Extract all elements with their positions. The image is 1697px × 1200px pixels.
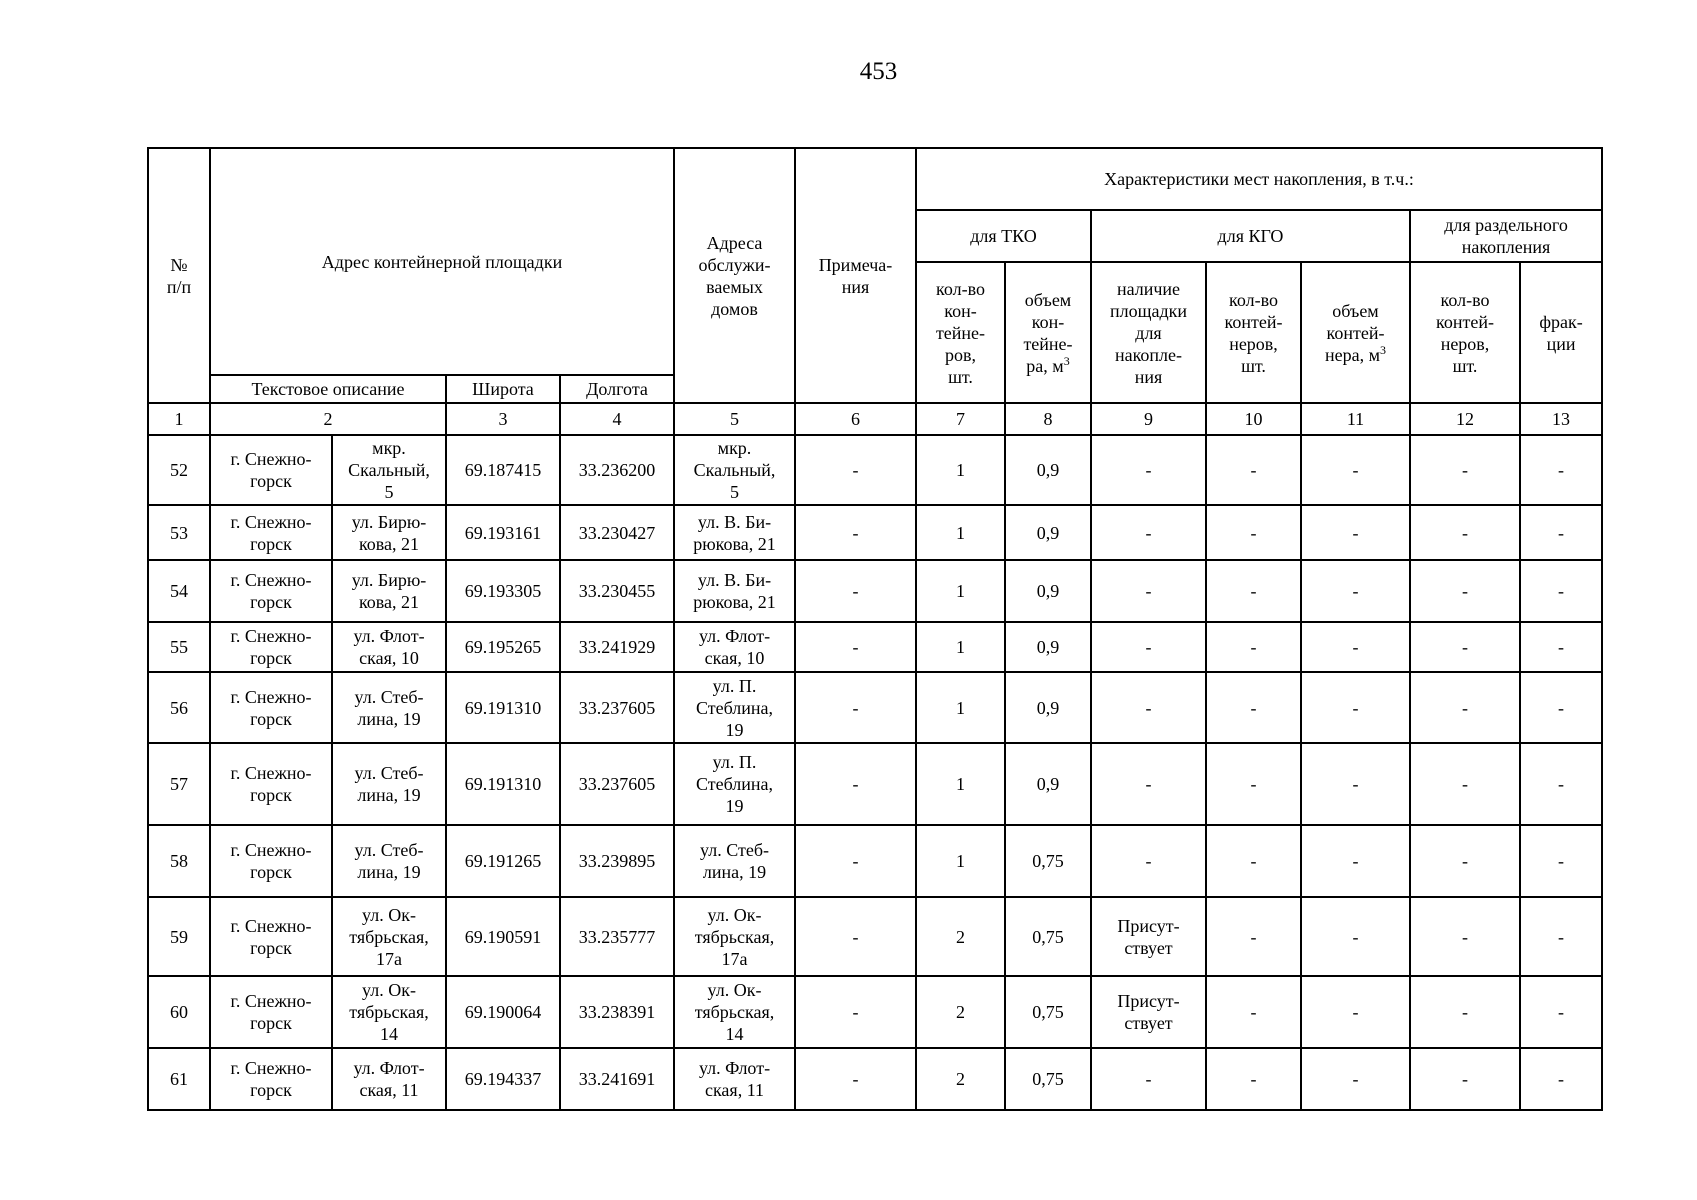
served-houses-cell: ул. Флот- ская, 10 [674,622,795,672]
kgo-presence-cell: - [1091,1048,1206,1110]
city-cell: г. Снежно- горск [210,435,332,505]
header-kgo-presence: наличие площадки для накопле- ния [1091,262,1206,403]
street-cell: ул. Бирю- кова, 21 [332,560,446,622]
row-number: 54 [148,560,210,622]
header-longitude: Долгота [560,375,674,403]
tko-volume-cell: 0,75 [1005,1048,1091,1110]
colnum: 8 [1005,403,1091,435]
header-kgo-count: кол-во контей- неров, шт. [1206,262,1301,403]
kgo-presence-cell: Присут- ствует [1091,897,1206,976]
container-sites-table [147,147,1603,1111]
kgo-count-cell: - [1206,976,1301,1048]
header-text-description: Текстовое описание [210,375,446,403]
notes-cell: - [795,435,916,505]
sep-fractions-cell: - [1520,435,1602,505]
served-houses-cell: ул. Флот- ская, 11 [674,1048,795,1110]
notes-cell: - [795,976,916,1048]
table-row [148,672,1602,743]
latitude-cell: 69.195265 [446,622,560,672]
sep-fractions-cell: - [1520,976,1602,1048]
sep-fractions-cell: - [1520,825,1602,897]
header-served-houses: Адреса обслужи- ваемых домов [674,148,795,403]
table-row [148,622,1602,672]
kgo-volume-cell: - [1301,743,1410,825]
sep-count-cell: - [1410,1048,1520,1110]
longitude-cell: 33.230455 [560,560,674,622]
notes-cell: - [795,743,916,825]
colnum: 12 [1410,403,1520,435]
latitude-cell: 69.193161 [446,505,560,560]
kgo-presence-cell: - [1091,435,1206,505]
colnum: 11 [1301,403,1410,435]
header-separate: для раздельного накопления [1410,210,1602,262]
kgo-presence-cell: - [1091,622,1206,672]
header-notes: Примеча- ния [795,148,916,403]
column-number-row [148,403,1602,435]
longitude-cell: 33.241929 [560,622,674,672]
header-address: Адрес контейнерной площадки [210,148,674,375]
tko-volume-cell: 0,9 [1005,672,1091,743]
kgo-presence-cell: - [1091,505,1206,560]
row-number: 59 [148,897,210,976]
colnum: 7 [916,403,1005,435]
tko-volume-cell: 0,75 [1005,825,1091,897]
kgo-presence-cell: - [1091,825,1206,897]
kgo-volume-cell: - [1301,505,1410,560]
kgo-count-cell: - [1206,560,1301,622]
kgo-presence-cell: - [1091,672,1206,743]
table-row [148,743,1602,825]
longitude-cell: 33.239895 [560,825,674,897]
colnum: 2 [210,403,446,435]
street-cell: ул. Ок- тябрьская, 14 [332,976,446,1048]
table-row [148,1048,1602,1110]
sep-count-cell: - [1410,976,1520,1048]
tko-volume-cell: 0,9 [1005,435,1091,505]
row-number: 57 [148,743,210,825]
header-characteristics: Характеристики мест накопления, в т.ч.: [916,148,1602,210]
kgo-volume-cell: - [1301,560,1410,622]
longitude-cell: 33.230427 [560,505,674,560]
street-cell: ул. Флот- ская, 10 [332,622,446,672]
row-number: 61 [148,1048,210,1110]
served-houses-cell: ул. Стеб- лина, 19 [674,825,795,897]
served-houses-cell: ул. П. Стеблина, 19 [674,672,795,743]
row-number: 52 [148,435,210,505]
city-cell: г. Снежно- горск [210,897,332,976]
served-houses-cell: мкр. Скальный, 5 [674,435,795,505]
sep-count-cell: - [1410,505,1520,560]
table-row [148,825,1602,897]
city-cell: г. Снежно- горск [210,672,332,743]
longitude-cell: 33.237605 [560,743,674,825]
longitude-cell: 33.236200 [560,435,674,505]
sep-count-cell: - [1410,672,1520,743]
header-kgo-volume: объем контей- нера, $м^3$ [1301,262,1410,403]
served-houses-cell: ул. Ок- тябрьская, 14 [674,976,795,1048]
latitude-cell: 69.190064 [446,976,560,1048]
kgo-count-cell: - [1206,897,1301,976]
tko-count-cell: 2 [916,1048,1005,1110]
colnum: 10 [1206,403,1301,435]
latitude-cell: 69.193305 [446,560,560,622]
tko-count-cell: 1 [916,825,1005,897]
header-sep-fractions: фрак- ции [1520,262,1602,403]
header-tko-count: кол-во кон- тейне- ров, шт. [916,262,1005,403]
sep-count-cell: - [1410,743,1520,825]
tko-count-cell: 2 [916,897,1005,976]
row-number: 58 [148,825,210,897]
sep-count-cell: - [1410,560,1520,622]
kgo-count-cell: - [1206,505,1301,560]
row-number: 56 [148,672,210,743]
tko-count-cell: 1 [916,743,1005,825]
header-tko: для ТКО [916,210,1091,262]
kgo-volume-cell: - [1301,976,1410,1048]
tko-count-cell: 1 [916,672,1005,743]
row-number: 53 [148,505,210,560]
kgo-presence-cell: - [1091,743,1206,825]
colnum: 3 [446,403,560,435]
tko-volume-cell: 0,75 [1005,897,1091,976]
sep-fractions-cell: - [1520,672,1602,743]
tko-volume-cell: 0,9 [1005,622,1091,672]
colnum: 4 [560,403,674,435]
kgo-volume-cell: - [1301,435,1410,505]
city-cell: г. Снежно- горск [210,622,332,672]
header-kgo: для КГО [1091,210,1410,262]
served-houses-cell: ул. Ок- тябрьская, 17а [674,897,795,976]
kgo-volume-cell: - [1301,897,1410,976]
kgo-count-cell: - [1206,622,1301,672]
served-houses-cell: ул. В. Би- рюкова, 21 [674,560,795,622]
colnum: 13 [1520,403,1602,435]
kgo-count-cell: - [1206,672,1301,743]
header-num: № п/п [148,148,210,403]
sep-fractions-cell: - [1520,897,1602,976]
row-number: 55 [148,622,210,672]
tko-count-cell: 1 [916,622,1005,672]
table-row [148,976,1602,1048]
kgo-presence-cell: Присут- ствует [1091,976,1206,1048]
sep-fractions-cell: - [1520,743,1602,825]
tko-count-cell: 1 [916,560,1005,622]
street-cell: ул. Ок- тябрьская, 17а [332,897,446,976]
kgo-count-cell: - [1206,743,1301,825]
sep-fractions-cell: - [1520,1048,1602,1110]
latitude-cell: 69.191310 [446,672,560,743]
latitude-cell: 69.187415 [446,435,560,505]
tko-volume-cell: 0,9 [1005,743,1091,825]
city-cell: г. Снежно- горск [210,1048,332,1110]
tko-count-cell: 1 [916,435,1005,505]
notes-cell: - [795,672,916,743]
table-row [148,560,1602,622]
notes-cell: - [795,560,916,622]
page-number: 453 [859,58,898,85]
served-houses-cell: ул. П. Стеблина, 19 [674,743,795,825]
kgo-volume-cell: - [1301,1048,1410,1110]
notes-cell: - [795,1048,916,1110]
tko-volume-cell: 0,9 [1005,560,1091,622]
tko-volume-cell: 0,75 [1005,976,1091,1048]
city-cell: г. Снежно- горск [210,825,332,897]
tko-count-cell: 2 [916,976,1005,1048]
city-cell: г. Снежно- горск [210,976,332,1048]
latitude-cell: 69.190591 [446,897,560,976]
tko-count-cell: 1 [916,505,1005,560]
tko-volume-cell: 0,9 [1005,505,1091,560]
notes-cell: - [795,897,916,976]
table-row [148,435,1602,505]
table-row [148,897,1602,976]
longitude-cell: 33.241691 [560,1048,674,1110]
street-cell: ул. Флот- ская, 11 [332,1048,446,1110]
latitude-cell: 69.191265 [446,825,560,897]
latitude-cell: 69.194337 [446,1048,560,1110]
colnum: 9 [1091,403,1206,435]
sep-fractions-cell: - [1520,505,1602,560]
notes-cell: - [795,505,916,560]
header-tko-volume: объем кон- тейне- ра, $м^3$ [1005,262,1091,403]
sep-count-cell: - [1410,897,1520,976]
kgo-presence-cell: - [1091,560,1206,622]
sep-fractions-cell: - [1520,622,1602,672]
sep-count-cell: - [1410,622,1520,672]
header-latitude: Широта [446,375,560,403]
street-cell: ул. Стеб- лина, 19 [332,672,446,743]
colnum: 5 [674,403,795,435]
served-houses-cell: ул. В. Би- рюкова, 21 [674,505,795,560]
notes-cell: - [795,622,916,672]
colnum: 1 [148,403,210,435]
street-cell: ул. Стеб- лина, 19 [332,743,446,825]
longitude-cell: 33.237605 [560,672,674,743]
kgo-volume-cell: - [1301,622,1410,672]
sep-fractions-cell: - [1520,560,1602,622]
longitude-cell: 33.235777 [560,897,674,976]
kgo-count-cell: - [1206,435,1301,505]
header-sep-count: кол-во контей- неров, шт. [1410,262,1520,403]
city-cell: г. Снежно- горск [210,743,332,825]
street-cell: ул. Стеб- лина, 19 [332,825,446,897]
city-cell: г. Снежно- горск [210,560,332,622]
table-row [148,505,1602,560]
city-cell: г. Снежно- горск [210,505,332,560]
sep-count-cell: - [1410,825,1520,897]
row-number: 60 [148,976,210,1048]
sep-count-cell: - [1410,435,1520,505]
colnum: 6 [795,403,916,435]
header-row-1 [148,148,1602,210]
street-cell: ул. Бирю- кова, 21 [332,505,446,560]
street-cell: мкр. Скальный, 5 [332,435,446,505]
kgo-count-cell: - [1206,1048,1301,1110]
kgo-count-cell: - [1206,825,1301,897]
kgo-volume-cell: - [1301,825,1410,897]
notes-cell: - [795,825,916,897]
latitude-cell: 69.191310 [446,743,560,825]
kgo-volume-cell: - [1301,672,1410,743]
longitude-cell: 33.238391 [560,976,674,1048]
